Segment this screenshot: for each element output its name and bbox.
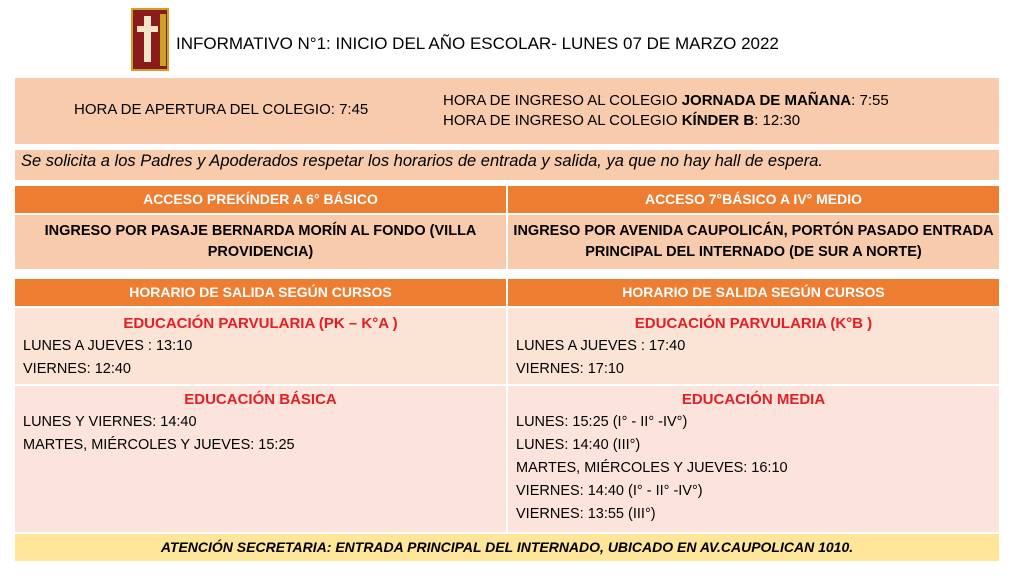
media-block <box>508 386 999 532</box>
morning-entry: HORA DE INGRESO AL COLEGIO JORNADA DE MAÑANA: 7:55 <box>443 92 889 109</box>
media-title: EDUCACIÓN MEDIA <box>681 391 826 408</box>
entry-hours <box>443 91 889 131</box>
parvularia-right-block <box>508 308 999 384</box>
access-left-body: INGRESO POR PASAJE BERNARDA MORÍN AL FONDO (VILLA PROVIDENCIA) <box>15 215 506 269</box>
schedule-line: VIERNES: 12:40 <box>23 361 131 377</box>
schedule-line: MARTES, MIÉRCOLES Y JUEVES: 15:25 <box>23 437 295 453</box>
schedule-line: VIERNES: 14:40 (I° - II° -IV°) <box>516 483 703 499</box>
schedule-line: LUNES: 14:40 (III°) <box>516 437 641 453</box>
page-title: INFORMATIVO N°1: INICIO DEL AÑO ESCOLAR- LUNES 07 DE MARZO 2022 <box>176 34 779 53</box>
kinder-entry: HORA DE INGRESO AL COLEGIO KÍNDER B: 12:30 <box>443 112 801 129</box>
schedule-line: LUNES A JUEVES : 13:10 <box>23 338 193 354</box>
parvularia-left-title: EDUCACIÓN PARVULARIA (PK – K°A ) <box>123 315 398 332</box>
schedule-line: VIERNES: 17:10 <box>516 361 624 377</box>
schedule-line: MARTES, MIÉRCOLES Y JUEVES: 16:10 <box>516 460 788 476</box>
access-left-header: ACCESO PREKÍNDER A 6° BÁSICO <box>15 186 506 213</box>
parvularia-right-title: EDUCACIÓN PARVULARIA (K°B ) <box>634 315 873 332</box>
schedule-line: VIERNES: 13:55 (III°) <box>516 506 656 522</box>
schedule-line: LUNES A JUEVES : 17:40 <box>516 338 686 354</box>
schedule-line: LUNES: 15:25 (I° - II° -IV°) <box>516 414 688 430</box>
parvularia-left-block <box>15 308 506 384</box>
access-right-body: INGRESO POR AVENIDA CAUPOLICÁN, PORTÓN PASADO ENTRADA PRINCIPAL DEL INTERNADO (DE SUR A NORTE) <box>508 215 999 269</box>
exit-right-header: HORARIO DE SALIDA SEGÚN CURSOS <box>508 279 999 306</box>
basica-title: EDUCACIÓN BÁSICA <box>184 391 337 408</box>
school-crest-icon <box>131 8 169 71</box>
opening-hour: HORA DE APERTURA DEL COLEGIO: 7:45 <box>74 101 369 118</box>
notice-banner: Se solicita a los Padres y Apoderados respetar los horarios de entrada y salida, ya que no hay hall de espera. <box>15 150 999 180</box>
basica-block <box>15 386 506 532</box>
access-right-header: ACCESO 7°BÁSICO A IV° MEDIO <box>508 186 999 213</box>
secretary-footer: ATENCIÓN SECRETARIA: ENTRADA PRINCIPAL DEL INTERNADO, UBICADO EN AV.CAUPOLICAN 1010. <box>15 534 999 561</box>
schedule-line: LUNES Y VIERNES: 14:40 <box>23 414 197 430</box>
exit-left-header: HORARIO DE SALIDA SEGÚN CURSOS <box>15 279 506 306</box>
